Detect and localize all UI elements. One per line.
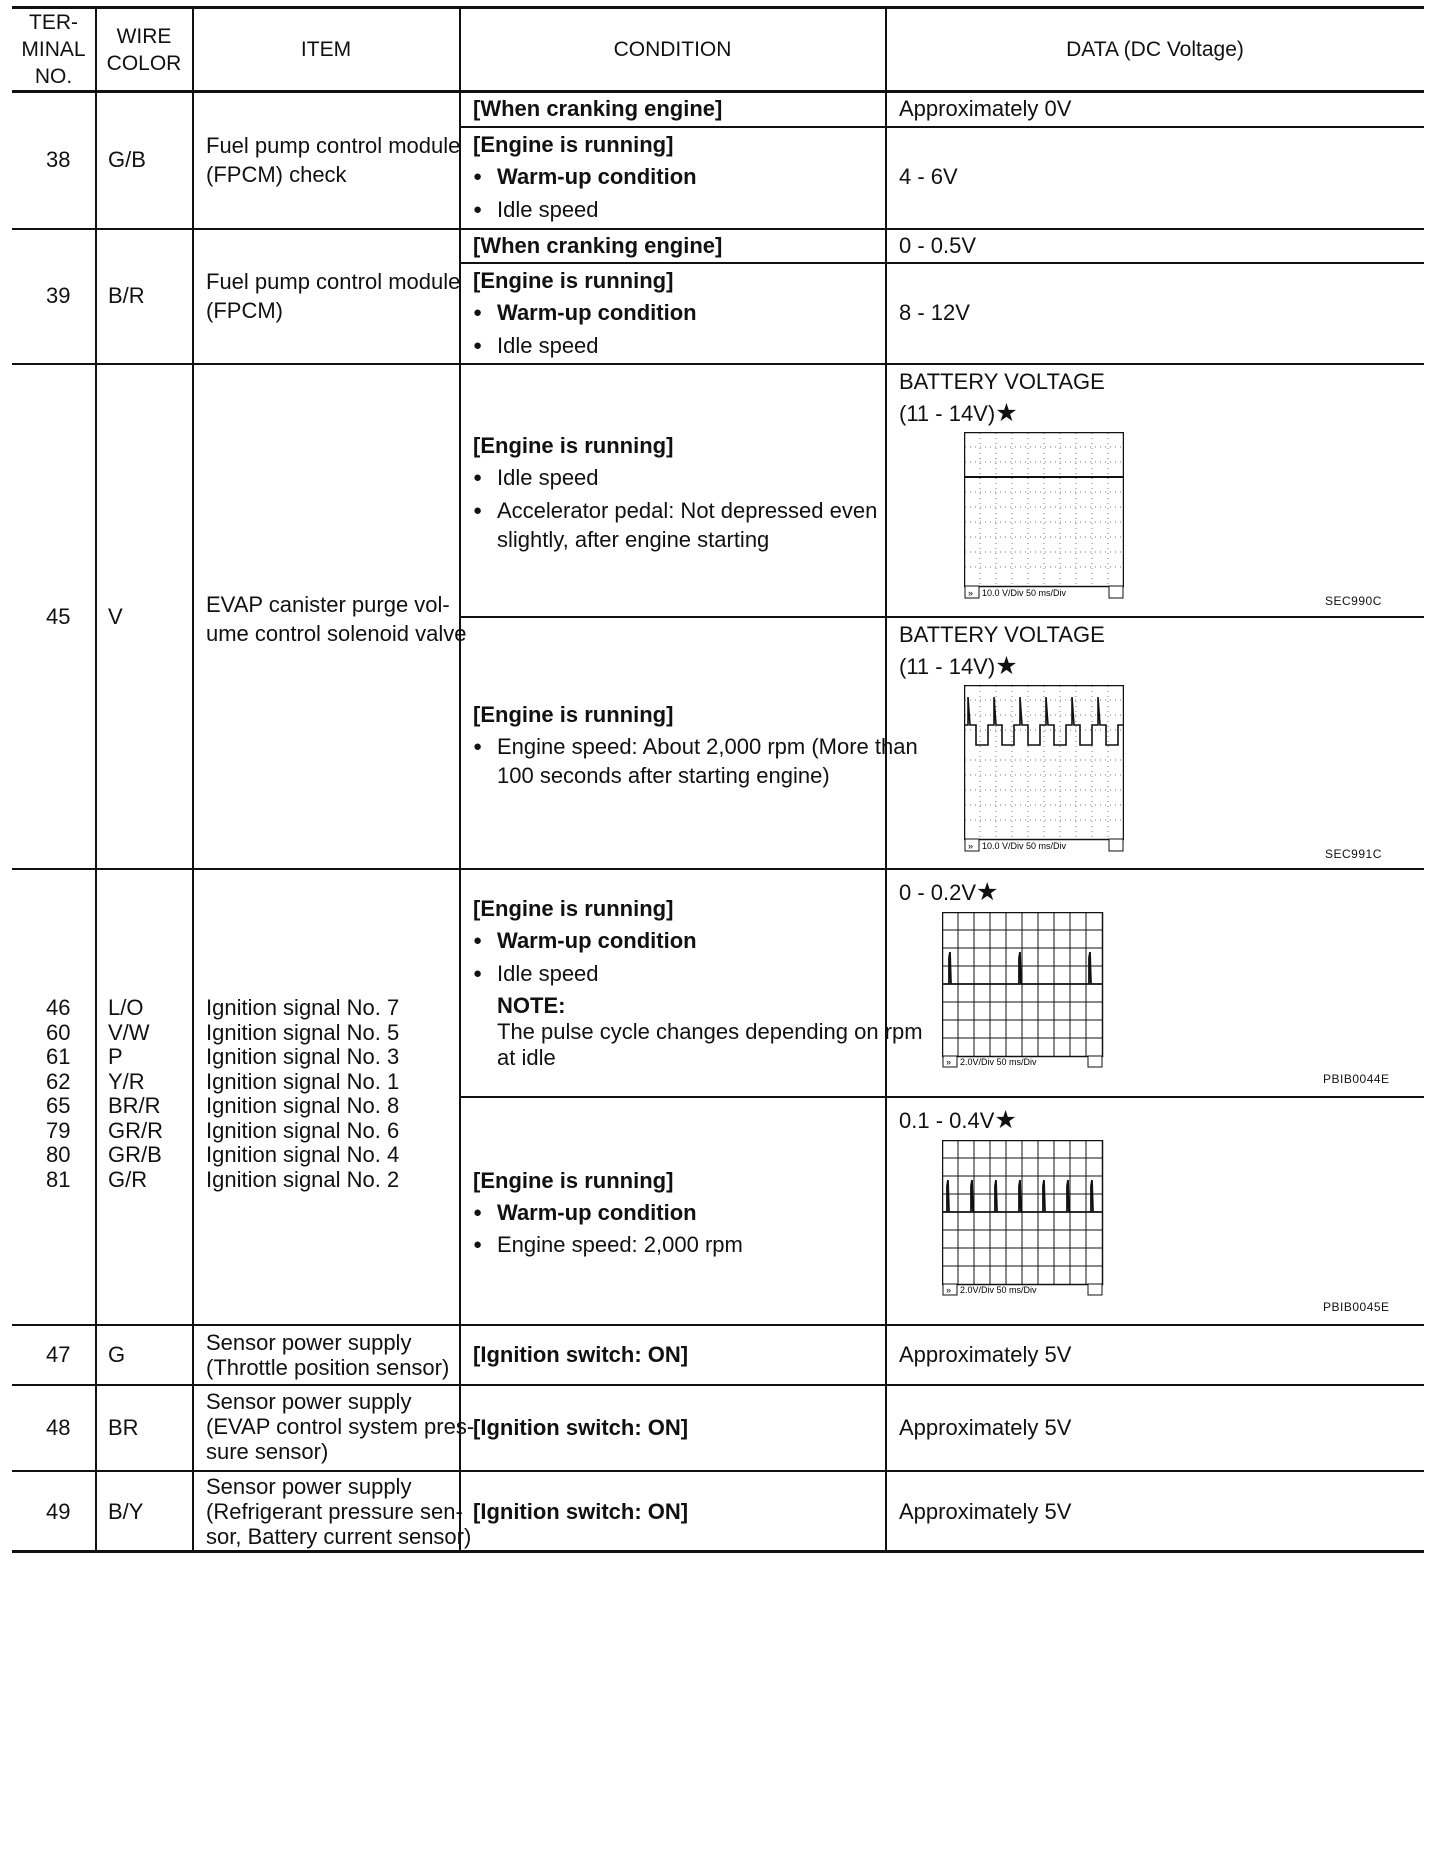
rule <box>885 6 887 1553</box>
condition-label: [Ignition switch: ON] <box>473 1499 689 1524</box>
star-icon: ★ <box>995 652 1018 680</box>
data-value <box>899 399 1018 428</box>
header-data: DATA (DC Voltage) <box>1066 38 1244 61</box>
rule <box>459 262 1424 264</box>
terminal-no: 48 <box>46 1415 71 1440</box>
wire-color: Y/R <box>108 1068 145 1094</box>
rule <box>459 6 461 1553</box>
data-value <box>899 878 998 907</box>
wire-color: B/Y <box>108 1499 144 1524</box>
wire-color: BR <box>108 1415 139 1440</box>
item-text: Sensor power supply <box>206 1474 412 1499</box>
condition-bullet: ● Idle speed <box>497 463 599 492</box>
terminal-no: 46 <box>46 995 71 1020</box>
terminal-no: 47 <box>46 1342 71 1367</box>
wire-color: GR/B <box>108 1142 162 1167</box>
terminal-no: 39 <box>46 283 71 308</box>
data-value: Approximately 5V <box>899 1342 1072 1367</box>
note-text: at idle <box>497 1045 556 1070</box>
note-text: The pulse cycle changes depending on rpm <box>497 1019 923 1044</box>
item-list <box>206 996 399 1192</box>
svg-text:»: » <box>968 588 974 598</box>
svg-text:»: » <box>946 1285 952 1295</box>
scope-scale: 2.0V/Div 50 ms/Div <box>960 1285 1037 1295</box>
item-text: Ignition signal No. 6 <box>206 1117 400 1143</box>
header-item: ITEM <box>300 38 352 61</box>
oscilloscope-waveform <box>942 912 1104 1068</box>
svg-text:»: » <box>946 1057 952 1067</box>
wire-color: G <box>108 1342 126 1367</box>
item-text: Ignition signal No. 4 <box>206 1142 400 1167</box>
item-text: Ignition signal No. 8 <box>206 1093 400 1118</box>
star-icon: ★ <box>995 399 1018 427</box>
rule <box>12 868 1424 870</box>
rule <box>95 6 97 1553</box>
note-title: NOTE: <box>497 993 566 1018</box>
data-value: BATTERY VOLTAGE <box>899 369 1105 394</box>
item-text: (Refrigerant pressure sen- <box>206 1499 463 1524</box>
rule <box>459 1096 1424 1098</box>
oscilloscope-waveform <box>964 685 1124 853</box>
data-range: 0 - 0.2V <box>899 880 977 905</box>
terminal-list <box>46 996 70 1192</box>
header-wire-color: WIRE COLOR <box>106 24 182 75</box>
data-value: Approximately 0V <box>899 96 1072 121</box>
terminal-no: 62 <box>46 1068 71 1094</box>
condition-bullet: ● Warm-up condition <box>497 298 697 327</box>
terminal-table <box>12 6 1424 1854</box>
wire-color: V/W <box>108 1019 150 1045</box>
condition-text: slightly, after engine starting <box>497 527 770 552</box>
figure-code: PBIB0045E <box>1323 1300 1390 1314</box>
data-range: (11 - 14V) <box>899 401 996 426</box>
condition-bullet: ● Engine speed: About 2,000 rpm (More than <box>497 732 918 761</box>
rule <box>459 616 1424 618</box>
condition-label: [Engine is running] <box>473 702 674 727</box>
data-range: 0.1 - 0.4V <box>899 1108 995 1133</box>
data-range: (11 - 14V) <box>899 654 996 679</box>
terminal-no: 81 <box>46 1166 71 1192</box>
item-text: Fuel pump control module <box>206 269 461 294</box>
condition-label: [Ignition switch: ON] <box>473 1415 689 1440</box>
svg-text:»: » <box>968 841 974 851</box>
data-value <box>899 1106 1017 1135</box>
rule <box>12 90 1424 93</box>
star-icon: ★ <box>994 1106 1017 1134</box>
scope-scale: 10.0 V/Div 50 ms/Div <box>982 588 1067 598</box>
item-text: (FPCM) check <box>206 162 347 187</box>
item-text: sor, Battery current sensor) <box>206 1524 472 1549</box>
condition-label: [Engine is running] <box>473 268 674 293</box>
data-value: 4 - 6V <box>899 164 958 189</box>
rule <box>12 363 1424 365</box>
condition-label: [Engine is running] <box>473 132 674 157</box>
header-terminal: TER- MINAL NO. <box>21 11 86 88</box>
terminal-no: 80 <box>46 1142 71 1167</box>
rule <box>12 1324 1424 1326</box>
condition-bullet: ● Engine speed: 2,000 rpm <box>497 1230 743 1259</box>
item-text: (Throttle position sensor) <box>206 1355 450 1380</box>
item-text: Ignition signal No. 1 <box>206 1068 400 1094</box>
data-value: Approximately 5V <box>899 1499 1072 1524</box>
condition-label: [Ignition switch: ON] <box>473 1342 689 1367</box>
wire-color: G/B <box>108 147 146 172</box>
item-text: Ignition signal No. 5 <box>206 1019 400 1045</box>
wire-color: G/R <box>108 1166 148 1192</box>
condition-bullet: ● Warm-up condition <box>497 1198 697 1227</box>
terminal-no: 45 <box>46 604 71 629</box>
item-text: EVAP canister purge vol- <box>206 592 450 617</box>
star-icon: ★ <box>976 878 999 906</box>
item-text: sure sensor) <box>206 1439 329 1464</box>
wire-color: V <box>108 604 123 629</box>
terminal-no: 65 <box>46 1093 71 1118</box>
condition-bullet: ● Accelerator pedal: Not depressed even <box>497 496 877 525</box>
condition-label: [When cranking engine] <box>473 96 723 121</box>
wire-color: L/O <box>108 995 144 1020</box>
scope-scale: 10.0 V/Div 50 ms/Div <box>982 841 1067 851</box>
wire-list <box>108 996 163 1192</box>
item-text: Ignition signal No. 3 <box>206 1044 400 1069</box>
item-text: Ignition signal No. 7 <box>206 995 400 1020</box>
condition-bullet: ● Idle speed <box>497 331 599 360</box>
wire-color: P <box>108 1044 123 1069</box>
data-value: Approximately 5V <box>899 1415 1072 1440</box>
rule <box>12 1384 1424 1386</box>
figure-code: PBIB0044E <box>1323 1072 1390 1086</box>
condition-bullet: ● Warm-up condition <box>497 926 697 955</box>
terminal-no: 38 <box>46 147 71 172</box>
item-text: ume control solenoid valve <box>206 621 467 646</box>
scope-scale: 2.0V/Div 50 ms/Div <box>960 1057 1037 1067</box>
item-text: Fuel pump control module <box>206 133 461 158</box>
oscilloscope-waveform <box>942 1140 1104 1296</box>
condition-label: [Engine is running] <box>473 1168 674 1193</box>
data-value: 8 - 12V <box>899 300 970 325</box>
figure-code: SEC990C <box>1325 594 1382 608</box>
item-text: Ignition signal No. 2 <box>206 1166 400 1192</box>
wire-color: BR/R <box>108 1093 161 1118</box>
item-text: (FPCM) <box>206 298 283 323</box>
condition-label: [Engine is running] <box>473 896 674 921</box>
terminal-no: 49 <box>46 1499 71 1524</box>
data-value: BATTERY VOLTAGE <box>899 622 1105 647</box>
condition-label: [Engine is running] <box>473 433 674 458</box>
rule <box>12 228 1424 230</box>
condition-bullet: ● Warm-up condition <box>497 162 697 191</box>
rule <box>459 126 1424 128</box>
wire-color: GR/R <box>108 1117 163 1143</box>
figure-code: SEC991C <box>1325 847 1382 861</box>
item-text: Sensor power supply <box>206 1330 412 1355</box>
header-condition: CONDITION <box>613 38 732 61</box>
item-text: Sensor power supply <box>206 1389 412 1414</box>
terminal-no: 61 <box>46 1044 71 1069</box>
terminal-no: 79 <box>46 1117 71 1143</box>
oscilloscope-waveform <box>964 432 1124 600</box>
terminal-no: 60 <box>46 1019 71 1045</box>
rule <box>192 6 194 1553</box>
condition-bullet: ● Idle speed <box>497 195 599 224</box>
condition-label: [When cranking engine] <box>473 233 723 258</box>
wire-color: B/R <box>108 283 145 308</box>
data-value <box>899 652 1018 681</box>
condition-text: 100 seconds after starting engine) <box>497 763 830 788</box>
data-value: 0 - 0.5V <box>899 233 977 258</box>
condition-bullet: ● Idle speed <box>497 959 599 988</box>
item-text: (EVAP control system pres- <box>206 1414 475 1439</box>
